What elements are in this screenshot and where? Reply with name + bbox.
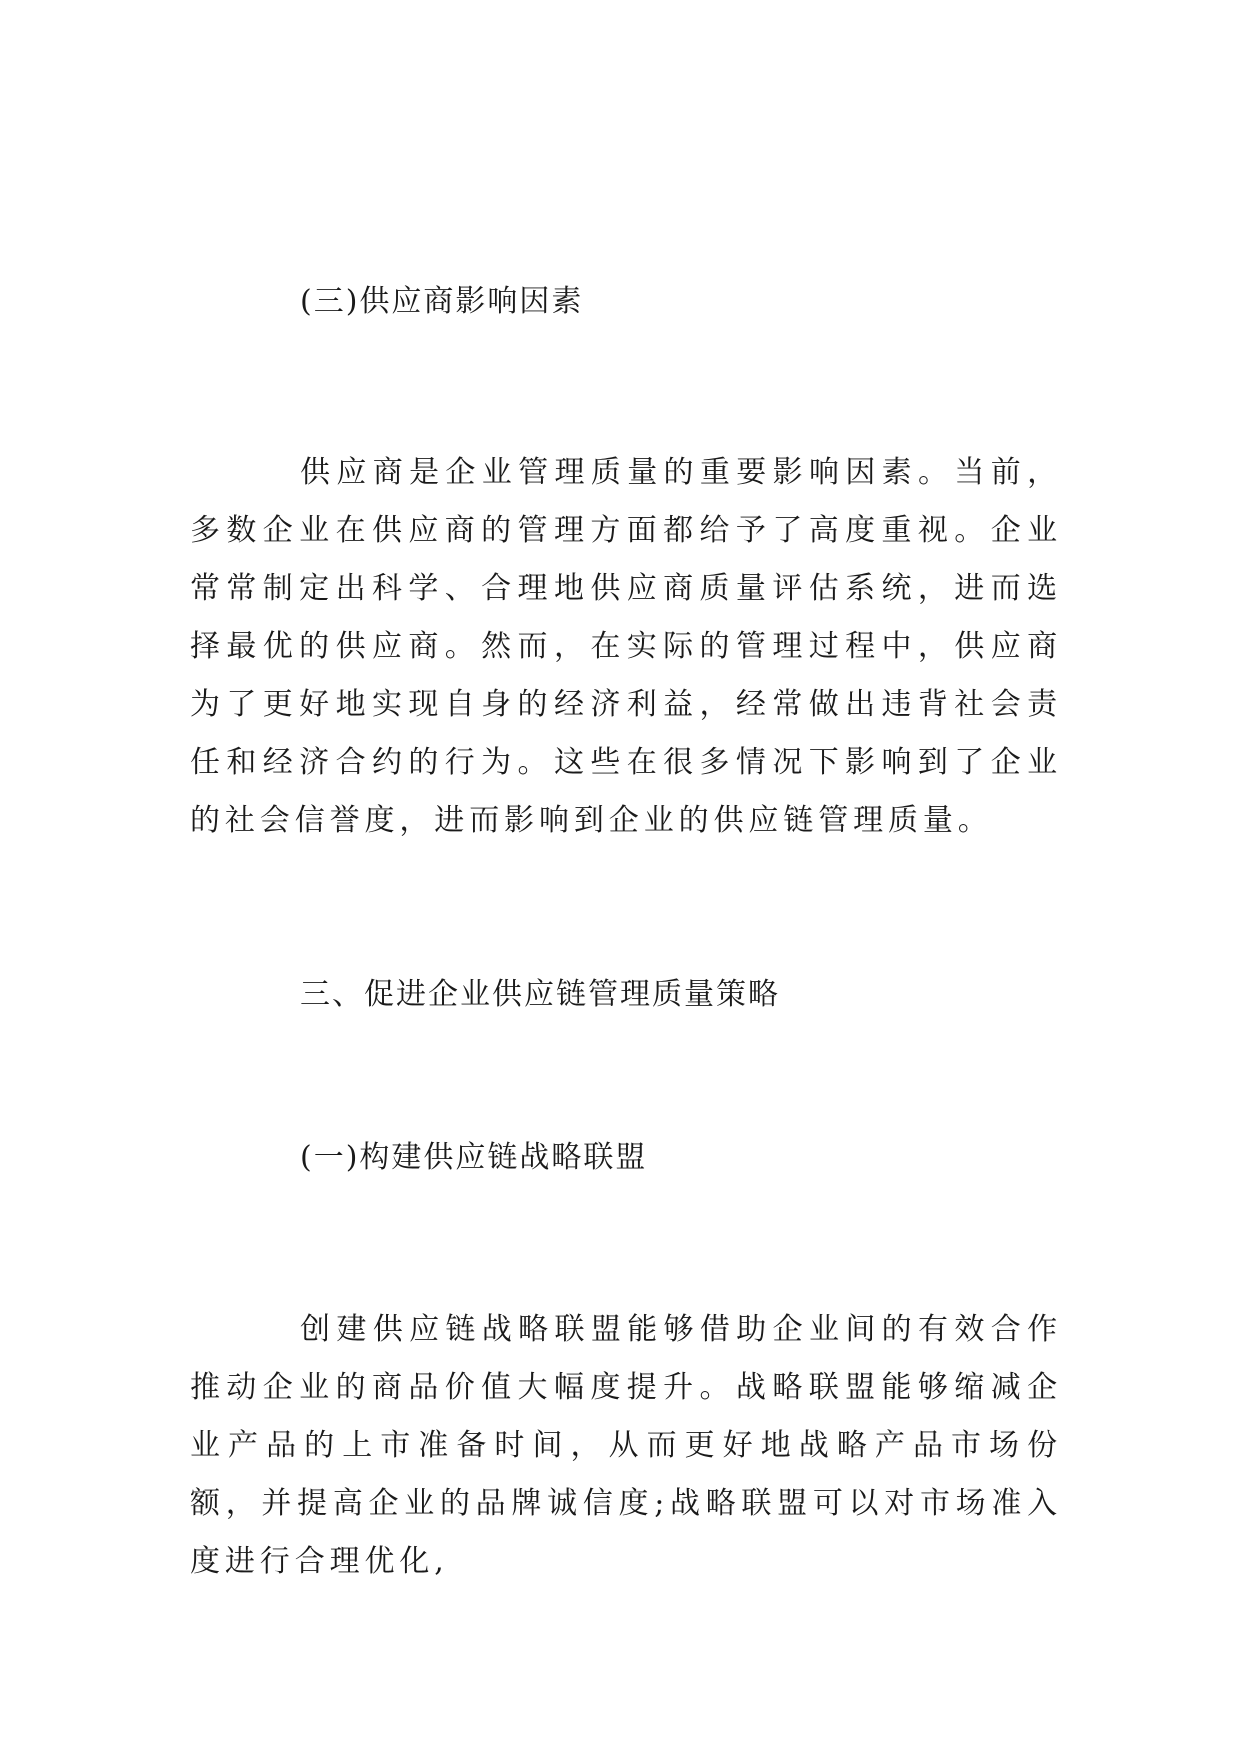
subsection-heading-strategic-alliance: (一)构建供应链战略联盟	[300, 1140, 648, 1175]
paragraph-strategic-alliance: 创建供应链战略联盟能够借助企业间的有效合作推动企业的商品价值大幅度提升。战略联盟能够缩减企业产品的上市准备时间，从而更好地战略产品市场份额，并提高企业的品牌诚信度;战略联盟可以对市场准入度进行合理优化,	[190, 1312, 1062, 1579]
paragraph-supplier-factors: 供应商是企业管理质量的重要影响因素。当前，多数企业在供应商的管理方面都给予了高度重视。企业常常制定出科学、合理地供应商质量评估系统，进而选择最优的供应商。然而，在实际的管理过程中，供应商为了更好地实现自身的经济利益，经常做出违背社会责任和经济合约的行为。这些在很多情况下影响到了企业的社会信誉度，进而影响到企业的供应链管理质量。	[190, 455, 1062, 838]
section-heading-strategies: 三、促进企业供应链管理质量策略	[300, 977, 780, 1012]
subsection-heading-supplier-factors: (三)供应商影响因素	[300, 284, 584, 319]
